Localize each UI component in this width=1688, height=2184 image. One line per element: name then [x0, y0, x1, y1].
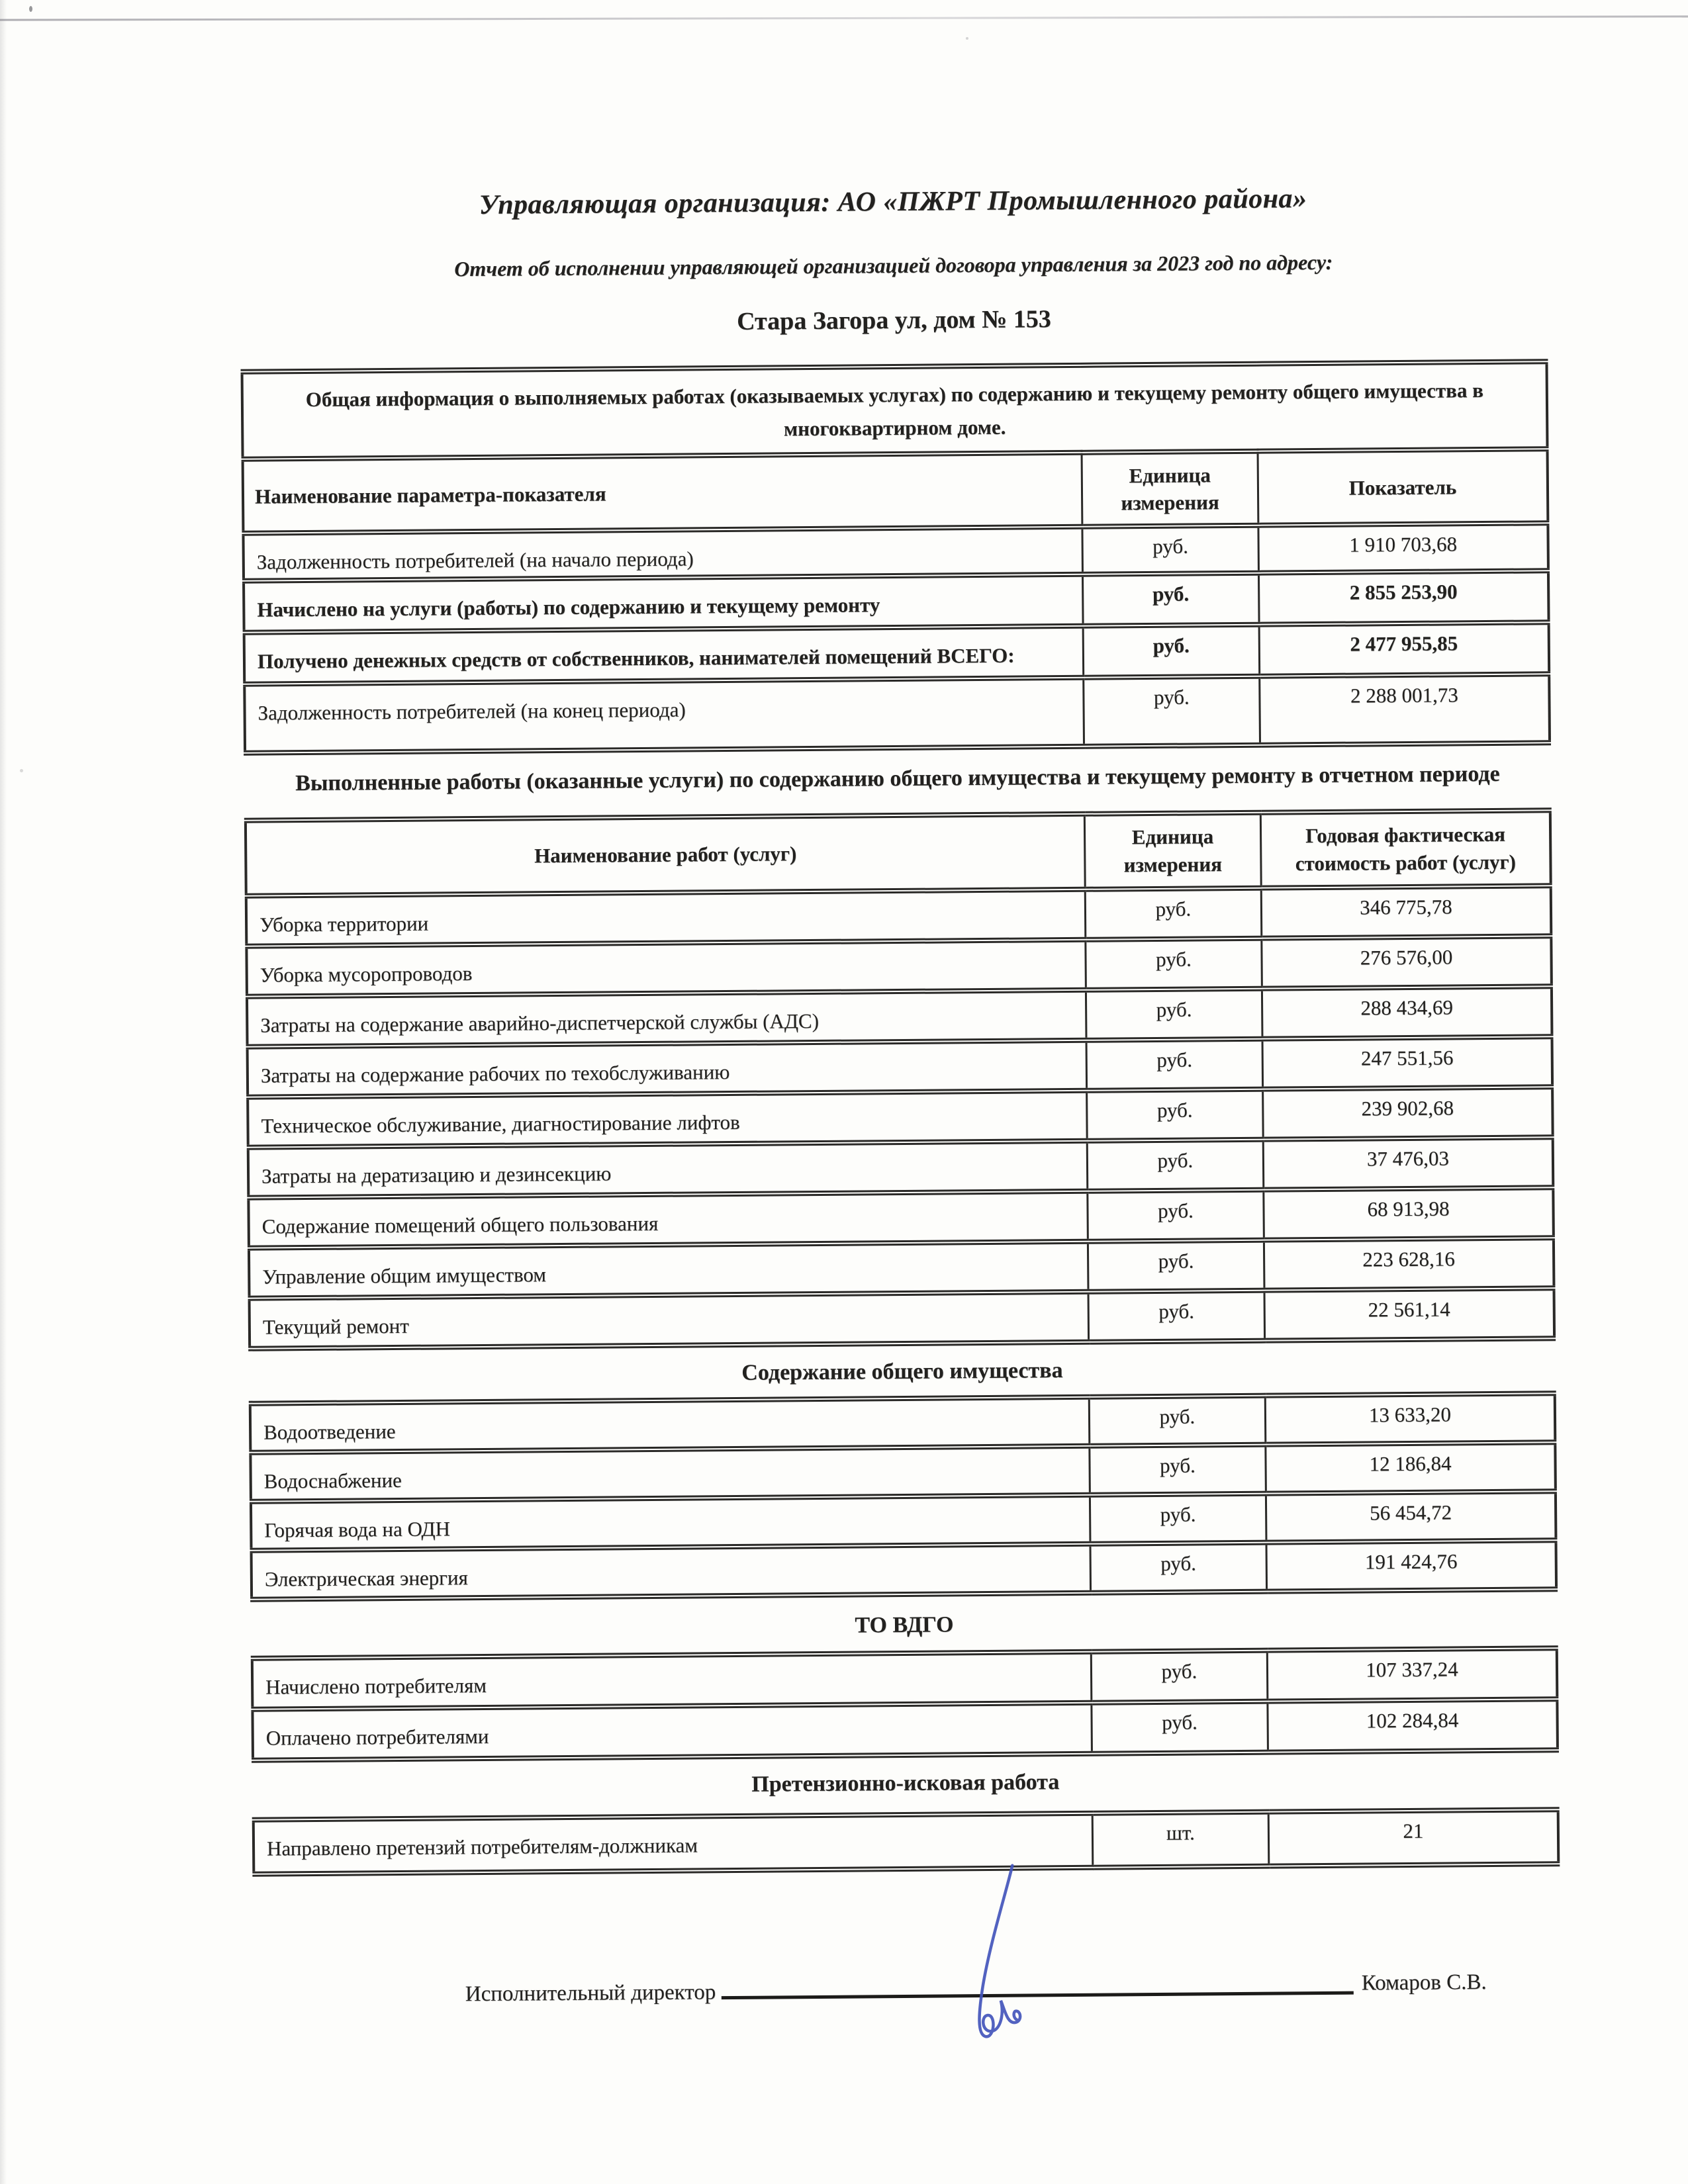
table-row — [252, 1700, 1558, 1760]
row-unit: руб. — [1083, 625, 1260, 678]
row-value: 22 561,14 — [1264, 1288, 1554, 1340]
row-unit: руб. — [1090, 1445, 1266, 1495]
row-label: Водоотведение — [250, 1397, 1090, 1453]
column-header-work-name: Наименование работ (услуг) — [246, 814, 1085, 896]
row-label: Текущий ремонт — [250, 1292, 1089, 1349]
address-title: Стара Загора ул, дом № 153 — [736, 305, 1051, 336]
table-row — [250, 1288, 1555, 1348]
row-label: Начислено потребителям — [252, 1652, 1092, 1709]
row-label: Затраты на содержание рабочих по техобслуживанию — [248, 1040, 1087, 1097]
scan-artifact-line — [0, 15, 1688, 21]
row-value: 1 910 703,68 — [1258, 523, 1548, 573]
column-header-unit: Единица измерения — [1082, 451, 1258, 527]
scan-speck — [966, 37, 968, 40]
row-unit: руб. — [1090, 1543, 1267, 1593]
table-completed-works — [244, 807, 1556, 1351]
scan-speck — [29, 6, 32, 12]
row-unit: руб. — [1088, 1290, 1265, 1342]
document-sheet — [239, 181, 1560, 2008]
row-value: 107 337,24 — [1267, 1649, 1557, 1702]
row-unit: руб. — [1082, 525, 1259, 574]
row-unit: шт. — [1092, 1811, 1269, 1867]
section-heading-vdgo: ТО ВДГО — [855, 1612, 954, 1638]
row-value: 102 284,84 — [1268, 1700, 1558, 1752]
table-row — [244, 674, 1550, 753]
row-label: Направлено претензий потребителям-должникам — [254, 1813, 1093, 1874]
section-heading-common-property: Содержание общего имущества — [741, 1357, 1063, 1385]
row-label: Горячая вода на ОДН — [251, 1495, 1090, 1551]
row-label: Оплачено потребителями — [252, 1703, 1092, 1760]
signer-name: Комаров С.В. — [1361, 1970, 1487, 1995]
table-claims — [252, 1807, 1560, 1877]
row-label: Уборка мусоропроводов — [246, 940, 1086, 997]
row-unit: руб. — [1090, 1494, 1266, 1544]
row-value: 56 454,72 — [1266, 1491, 1556, 1542]
row-unit: руб. — [1086, 1038, 1263, 1090]
column-header-annual-cost: Годовая фактическая стоимость работ (услуг) — [1260, 810, 1550, 887]
row-value: 2 477 955,85 — [1259, 623, 1549, 676]
director-position-label: Исполнительный директор — [465, 1979, 716, 2006]
row-unit: руб. — [1082, 573, 1259, 626]
row-label: Содержание помещений общего пользования — [248, 1191, 1088, 1248]
table-caption-row — [242, 361, 1548, 459]
table-general-caption: Общая информация о выполняемых работах (оказываемых услугах) по содержанию и текущему ремонту общего имущества в многоквартирном доме. — [242, 361, 1548, 459]
row-unit: руб. — [1089, 1396, 1266, 1446]
row-label: Водоснабжение — [250, 1446, 1090, 1502]
signature-line — [721, 1984, 1354, 1999]
signature-ink — [948, 1862, 1049, 2052]
row-value: 37 476,03 — [1263, 1137, 1553, 1189]
row-label: Затраты на дератизацию и дезинсекцию — [248, 1141, 1088, 1198]
row-value: 12 186,84 — [1266, 1442, 1556, 1493]
row-value: 68 913,98 — [1264, 1187, 1554, 1240]
table-header-row — [246, 810, 1551, 895]
row-unit: руб. — [1088, 1189, 1264, 1241]
row-label: Техническое обслуживание, диагностирование лифтов — [248, 1091, 1087, 1148]
scan-edge-shadow — [0, 0, 7, 2184]
table-header-row — [243, 449, 1548, 533]
row-unit: руб. — [1086, 1089, 1263, 1140]
column-header-indicator: Показатель — [1258, 449, 1548, 525]
table-common-property — [249, 1390, 1558, 1602]
table-vdgo — [251, 1646, 1559, 1764]
row-value: 13 633,20 — [1265, 1393, 1555, 1444]
row-value: 239 902,68 — [1263, 1087, 1553, 1139]
row-value: 346 775,78 — [1261, 886, 1551, 938]
row-unit: руб. — [1086, 938, 1262, 989]
row-unit: руб. — [1092, 1702, 1268, 1754]
row-label: Затраты на содержание аварийно-диспетчерской службы (АДС) — [247, 990, 1086, 1047]
scan-speck — [20, 769, 23, 772]
row-label: Управление общим имуществом — [249, 1242, 1088, 1298]
row-label: Задолженность потребителей (на начало периода) — [243, 527, 1082, 581]
managing-org-title: Управляющая организация: АО «ПЖРТ Промышленного района» — [479, 183, 1307, 220]
column-header-parameter-name: Наименование параметра-показателя — [243, 453, 1082, 533]
row-value: 247 551,56 — [1262, 1036, 1552, 1089]
row-value: 2 288 001,73 — [1260, 674, 1550, 745]
row-value: 191 424,76 — [1266, 1540, 1556, 1591]
row-value: 223 628,16 — [1264, 1238, 1554, 1290]
table-row — [252, 1540, 1557, 1599]
row-label: Получено денежных средств от собственников, нанимателей помещений ВСЕГО: — [244, 626, 1084, 684]
row-unit: руб. — [1091, 1651, 1268, 1703]
row-unit: руб. — [1088, 1240, 1264, 1291]
signature-block — [465, 1970, 1487, 2007]
column-header-unit: Единица измерения — [1084, 812, 1261, 889]
table-general-info — [241, 359, 1552, 756]
row-unit: руб. — [1086, 988, 1262, 1040]
row-value: 21 — [1268, 1809, 1558, 1866]
row-unit: руб. — [1087, 1139, 1264, 1191]
row-label: Начислено на услуги (работы) по содержанию и текущему ремонту — [244, 574, 1083, 633]
report-subtitle: Отчет об исполнении управляющей организацией договора управления за 2023 год по адресу: — [454, 250, 1333, 281]
row-value: 288 434,69 — [1262, 986, 1552, 1038]
section-heading-completed-works: Выполненные работы (оказанные услуги) по содержанию общего имущества и текущему ремонту в отчетном периоде — [295, 762, 1500, 796]
row-label: Электрическая энергия — [252, 1544, 1091, 1600]
row-value: 276 576,00 — [1262, 936, 1552, 988]
row-label: Уборка территории — [246, 889, 1086, 946]
row-unit: руб. — [1085, 887, 1262, 939]
row-label: Задолженность потребителей (на конец периода) — [244, 678, 1084, 753]
row-unit: руб. — [1084, 676, 1260, 747]
section-heading-claims: Претензионно-исковая работа — [751, 1770, 1060, 1797]
row-value: 2 855 253,90 — [1258, 571, 1548, 625]
table-row — [254, 1809, 1559, 1874]
